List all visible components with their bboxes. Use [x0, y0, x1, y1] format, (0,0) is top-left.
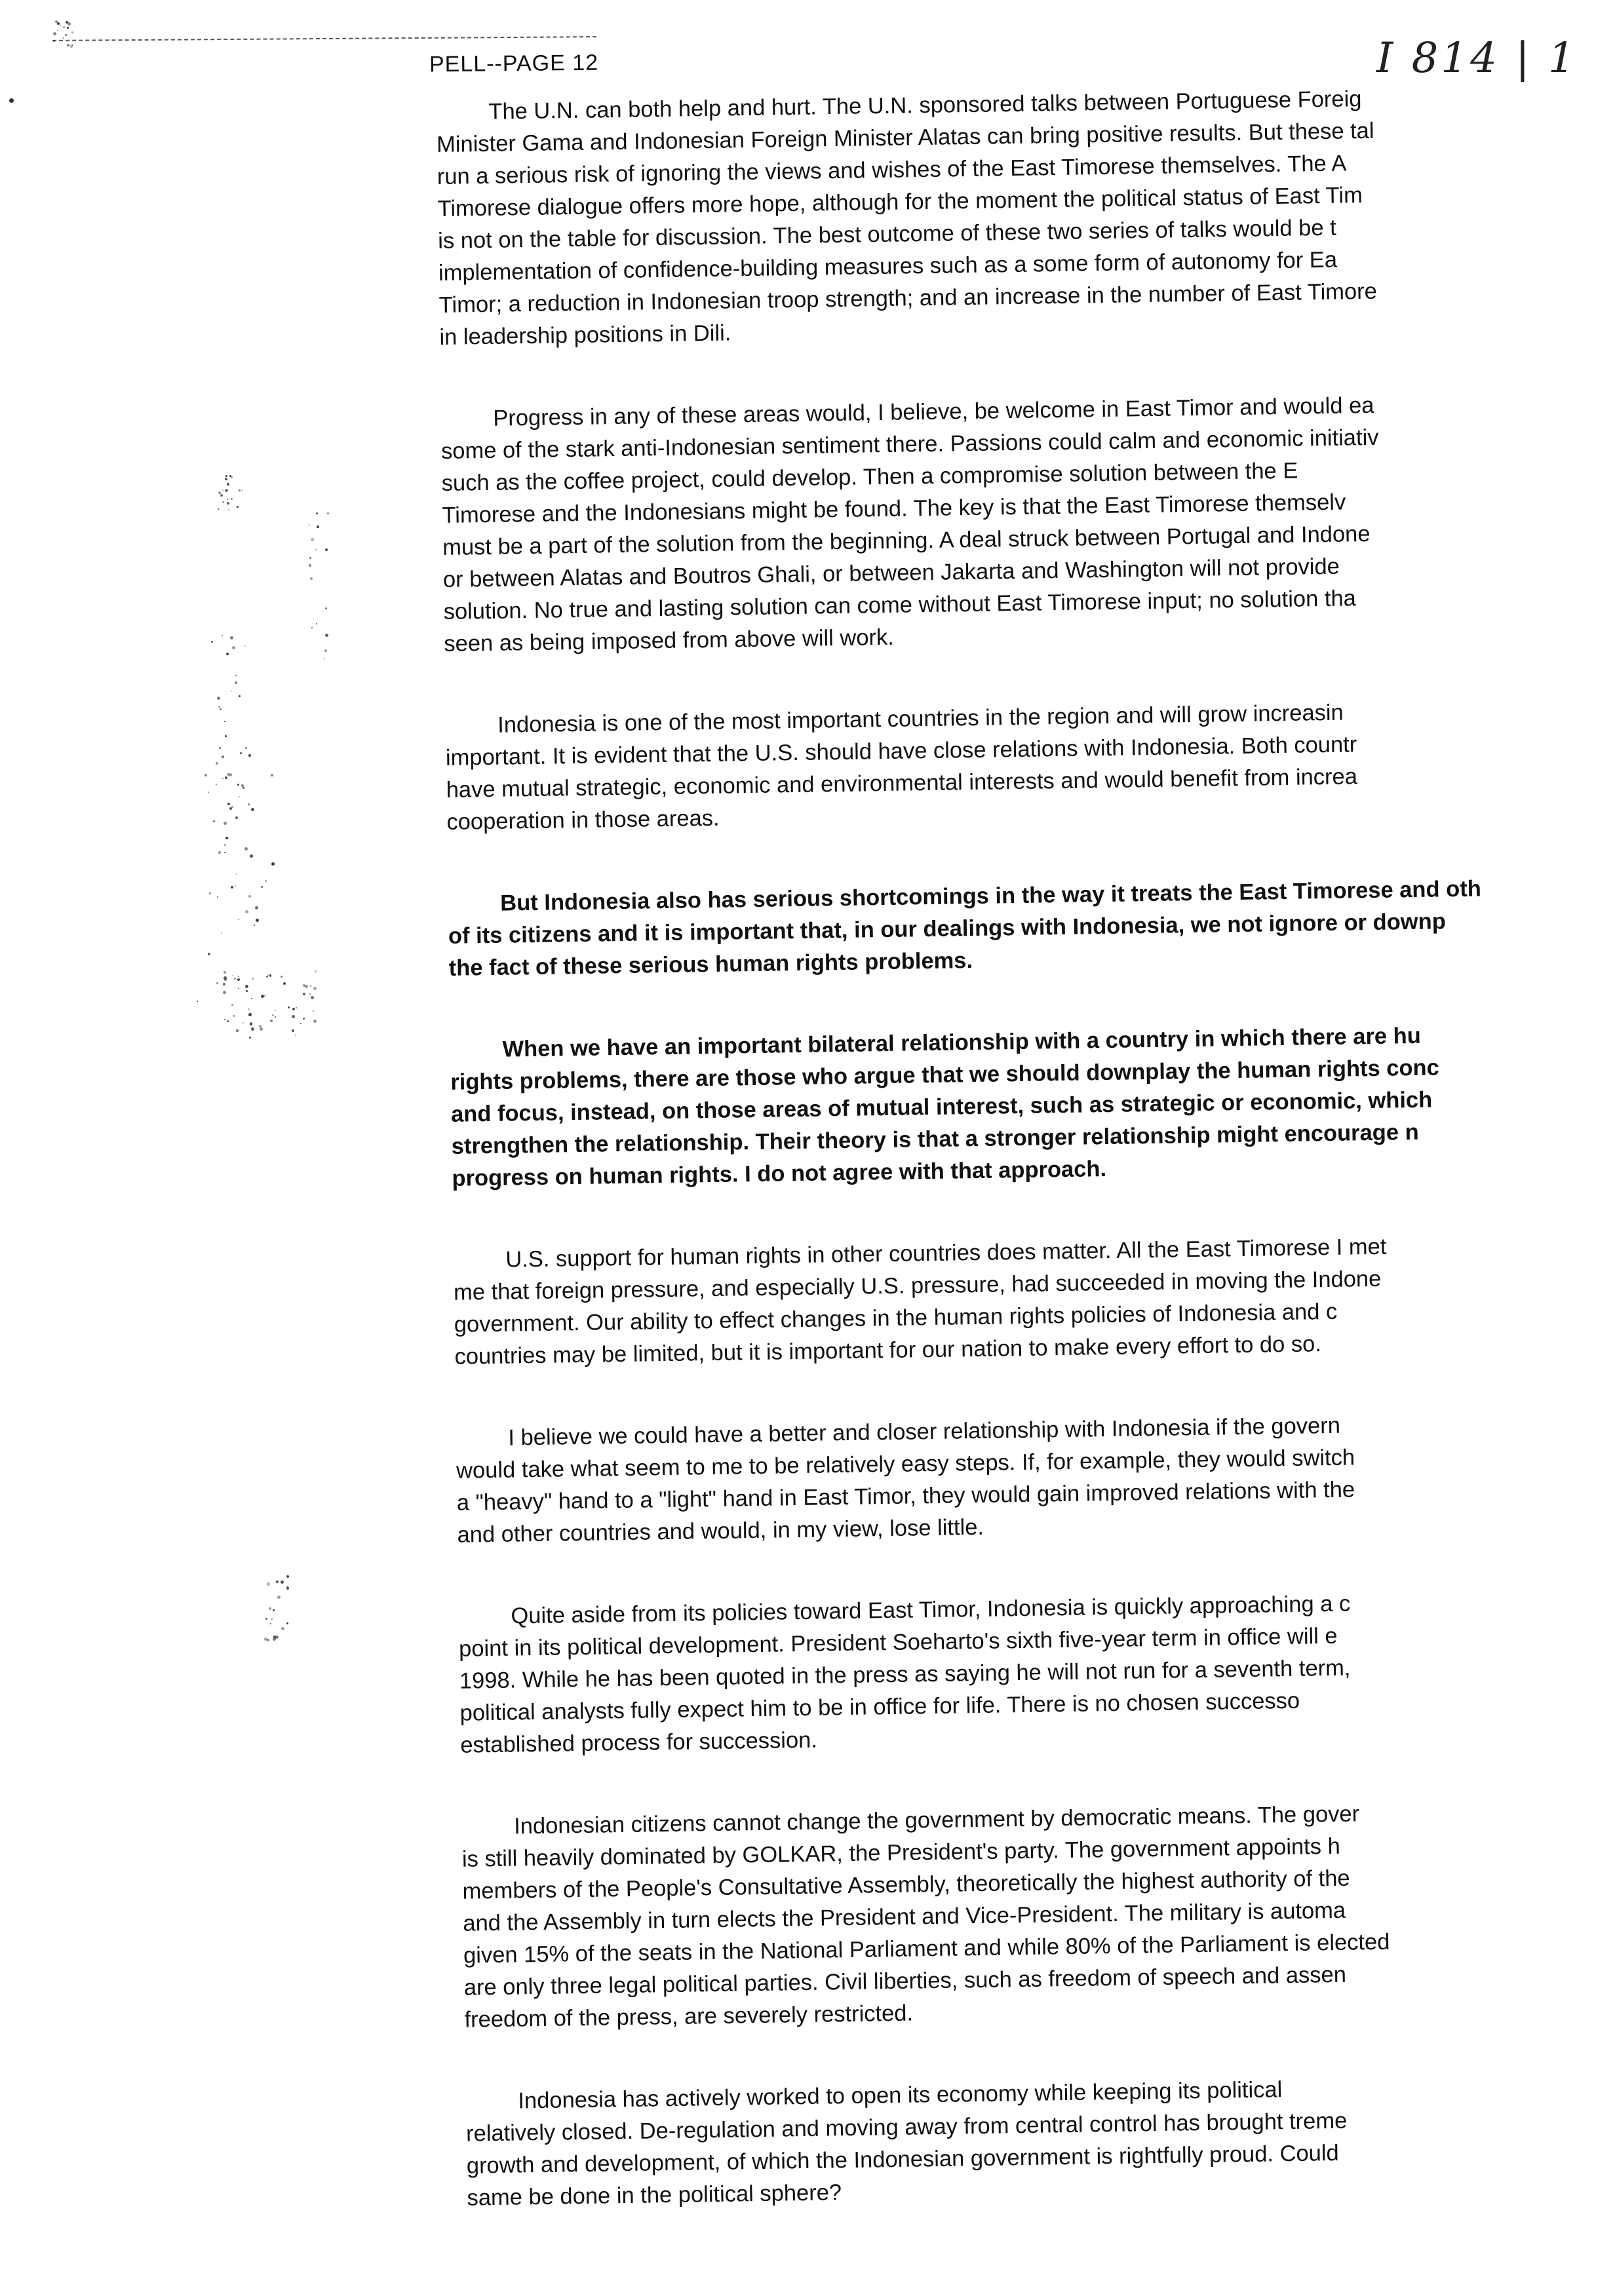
text-line: is not on the table for discussion. The best outcome of these two series of talks would be t	[437, 215, 1336, 254]
scan-speck	[288, 1006, 290, 1008]
scan-speck	[218, 491, 221, 494]
scan-speck	[235, 681, 237, 684]
scan-speck	[239, 490, 241, 491]
scan-speck	[265, 1618, 267, 1620]
scan-speck	[296, 1007, 297, 1008]
scan-speck	[231, 691, 232, 692]
text-line: U.S. support for human rights in other countries does matter. All the East Timorese I met	[505, 1234, 1387, 1272]
text-line: Progress in any of these areas would, I believe, be welcome in East Timor and would ea	[493, 392, 1374, 431]
scan-speck	[222, 635, 223, 636]
scan-speck	[217, 697, 220, 700]
scan-speck	[204, 774, 207, 776]
scan-speck	[317, 526, 319, 528]
scan-speck	[225, 776, 227, 779]
scan-speck	[261, 995, 264, 998]
text-line: implementation of confidence-building measures such as a some form of autonomy for Ea	[438, 247, 1338, 286]
scan-speck	[235, 816, 238, 819]
scan-speck	[224, 852, 225, 853]
scan-speck	[269, 1607, 271, 1610]
scan-speck	[208, 792, 209, 793]
scan-speck	[227, 803, 230, 805]
scan-speck	[67, 27, 69, 29]
scan-speck	[259, 1025, 262, 1027]
scan-speck	[305, 985, 308, 988]
scan-speck	[248, 1013, 252, 1016]
scan-speck	[231, 498, 233, 500]
text-line: or between Alatas and Boutros Ghali, or between Jakarta and Washington will not provide	[442, 554, 1340, 592]
scan-speck	[250, 854, 253, 858]
scan-speck	[209, 892, 211, 894]
scan-speck	[232, 975, 233, 976]
text-line: seen as being imposed from above will work.	[444, 624, 895, 657]
scan-speck	[233, 1015, 235, 1017]
scan-speck	[63, 26, 65, 28]
text-line: Indonesian citizens cannot change the government by democratic means. The gover	[513, 1801, 1360, 1839]
scan-speck	[325, 548, 328, 551]
scan-speck	[248, 754, 251, 757]
document-id-handwritten: I 814 | 1	[1376, 34, 1578, 83]
scan-speck	[327, 512, 329, 514]
scan-speck	[232, 646, 235, 649]
scan-speck	[267, 1582, 270, 1586]
scan-speck	[225, 478, 227, 480]
scan-speck	[239, 796, 240, 797]
scan-speck	[9, 98, 14, 103]
scan-speck	[223, 983, 225, 985]
scan-speck	[316, 512, 318, 514]
scan-speck	[216, 982, 218, 984]
scan-speck	[221, 932, 222, 934]
scan-speck	[230, 636, 233, 640]
scan-speck	[267, 974, 269, 976]
text-line: political analysts fully expect him to be in office for life. There is no chosen successo	[459, 1688, 1300, 1726]
scan-speck	[224, 844, 226, 846]
scan-speck	[227, 499, 228, 500]
text-line: established process for succession.	[460, 1727, 818, 1758]
scan-speck	[324, 658, 325, 659]
scan-speck	[71, 31, 73, 33]
scan-speck	[283, 982, 286, 985]
scan-speck	[227, 483, 229, 486]
text-line: When we have an important bilateral relationship with a country in which there are hu	[502, 1023, 1422, 1062]
scan-speck	[224, 721, 225, 722]
scan-speck	[309, 993, 311, 995]
scan-speck	[256, 919, 259, 922]
scan-speck	[245, 747, 247, 749]
scan-speck	[250, 1023, 252, 1025]
scan-speck	[223, 991, 226, 994]
scan-speck	[313, 987, 317, 990]
scan-speck	[224, 978, 227, 981]
scan-speck	[309, 564, 311, 567]
scan-speck	[248, 803, 250, 805]
scan-speck	[264, 1637, 267, 1641]
scan-speck	[275, 1016, 276, 1018]
scan-speck	[252, 978, 254, 980]
scan-speck	[275, 1010, 276, 1011]
scan-speck	[55, 20, 58, 23]
paragraph	[445, 693, 1615, 839]
text-line: me that foreign pressure, and especially U.S. pressure, had succeeded in moving the Indone	[453, 1266, 1382, 1305]
text-line: run a serious risk of ignoring the views and wishes of the East Timorese themselves. The A	[437, 151, 1347, 189]
text-line: Indonesia has actively worked to open its economy while keeping its political	[518, 2077, 1283, 2114]
scan-speck	[292, 1029, 294, 1032]
scan-speck	[218, 508, 219, 510]
scan-speck	[239, 695, 241, 697]
scan-speck	[220, 494, 223, 497]
text-line: and other countries and would, in my view, lose little.	[457, 1514, 984, 1548]
scan-speck	[236, 1029, 239, 1032]
scan-speck	[281, 1627, 284, 1630]
text-line: are only three legal political parties. Civil liberties, such as freedom of speech and assen	[463, 1962, 1347, 2000]
scan-speck	[57, 29, 58, 31]
text-line: given 15% of the seats in the National Parliament and while 80% of the Parliament is elected	[463, 1929, 1390, 1968]
scan-speck	[325, 634, 328, 637]
text-line: the fact of these serious human rights problems.	[448, 947, 973, 981]
scan-speck	[275, 1636, 279, 1639]
scan-speck	[237, 784, 239, 786]
page-header: PELL--PAGE 12	[429, 50, 599, 77]
scan-speck	[277, 1596, 281, 1599]
scan-speck	[271, 774, 273, 776]
scan-speck	[216, 784, 217, 785]
scan-speck	[70, 45, 73, 48]
scan-speck	[309, 557, 311, 559]
scan-speck	[219, 747, 221, 749]
text-line: of its citizens and it is important that, in our dealings with Indonesia, we not ignore or downp	[448, 909, 1447, 949]
text-line: have mutual strategic, economic and environmental interests and would benefit from increa	[446, 764, 1358, 803]
scan-speck	[263, 995, 265, 997]
scan-speck	[237, 978, 240, 981]
scan-speck	[229, 807, 232, 810]
scan-speck	[300, 1023, 302, 1024]
scan-speck	[240, 752, 242, 754]
scan-speck	[267, 1639, 269, 1641]
scan-speck	[251, 998, 252, 999]
text-line: Quite aside from its policies toward East Timor, Indonesia is quickly approaching a c	[511, 1591, 1351, 1629]
scan-speck	[246, 990, 248, 992]
scan-speck	[292, 1015, 295, 1018]
text-line: progress on human rights. I do not agree with that approach.	[452, 1157, 1107, 1191]
scan-speck	[270, 1020, 273, 1022]
scan-speck	[71, 44, 73, 46]
text-line: members of the People's Consultative Assembly, theoretically the highest authority of the	[462, 1866, 1350, 1904]
scan-speck	[235, 885, 236, 887]
scan-speck	[235, 675, 237, 676]
scan-speck	[242, 489, 243, 491]
paragraph	[450, 1017, 1615, 1195]
scan-speck	[325, 607, 327, 609]
scan-speck	[244, 847, 248, 851]
paragraph	[461, 1794, 1615, 2037]
scan-speck	[316, 623, 317, 624]
scan-speck	[270, 1623, 271, 1624]
scan-speck	[218, 706, 220, 708]
scan-speck	[211, 641, 213, 643]
scan-speck	[273, 1609, 275, 1611]
scan-speck	[239, 489, 241, 491]
scan-speck	[303, 1018, 305, 1020]
scan-speck	[231, 476, 233, 478]
scan-speck	[224, 1019, 225, 1020]
scan-speck	[324, 649, 327, 652]
text-line: point in its political development. President Soeharto's sixth five-year term in office will e	[458, 1623, 1338, 1662]
scan-speck	[266, 976, 268, 978]
text-line: same be done in the political sphere?	[467, 2180, 842, 2211]
scan-speck	[286, 1587, 289, 1590]
scan-speck	[309, 524, 310, 526]
text-line: growth and development, of which the Indonesian government is rightfully proud. Could	[466, 2140, 1339, 2179]
scan-speck	[255, 906, 258, 909]
scan-speck	[228, 509, 229, 510]
scan-speck	[224, 822, 227, 825]
document-body	[436, 79, 1615, 2264]
scan-speck	[224, 971, 226, 974]
scan-speck	[261, 886, 263, 888]
text-line: is still heavily dominated by GOLKAR, the President's party. The government appoints h	[461, 1833, 1341, 1872]
text-line: solution. No true and lasting solution can come without East Timorese input; no solution tha	[443, 586, 1357, 624]
text-line: some of the stark anti-Indonesian sentiment there. Passions could calm and economic initiativ	[440, 425, 1379, 464]
paragraph	[440, 386, 1615, 660]
text-line: cooperation in those areas.	[446, 805, 720, 835]
text-line: in leadership positions in Dili.	[439, 320, 731, 350]
scan-speck	[281, 976, 282, 978]
scan-speck	[57, 22, 60, 25]
text-line: and focus, instead, on those areas of mutual interest, such as strategic or economic, which	[450, 1087, 1433, 1127]
scan-speck	[286, 1622, 288, 1624]
scan-speck	[216, 762, 218, 765]
scan-speck	[213, 820, 215, 822]
text-line: I believe we could have a better and closer relationship with Indonesia if the govern	[508, 1413, 1341, 1451]
scan-speck	[222, 489, 224, 491]
scan-speck	[310, 577, 313, 580]
text-line: relatively closed. De-regulation and moving away from central control has brought treme	[465, 2108, 1348, 2147]
text-line: and the Assembly in turn elects the President and Vice-President. The military is automa	[463, 1898, 1346, 1936]
text-line: countries may be limited, but it is important for our nation to make every effort to do so.	[454, 1331, 1322, 1369]
scan-speck	[248, 1008, 250, 1010]
scan-speck	[231, 886, 233, 889]
scan-speck	[313, 1020, 317, 1023]
scan-speck	[222, 501, 224, 503]
scan-speck	[67, 44, 69, 47]
scan-speck	[229, 773, 232, 776]
scan-speck	[208, 953, 210, 955]
scan-speck	[222, 778, 224, 779]
text-line: important. It is evident that the U.S. should have close relations with Indonesia. Both countr	[445, 732, 1357, 771]
text-line: 1998. While he has been quoted in the press as saying he will not run for a seventh term,	[459, 1655, 1351, 1694]
scan-speck	[311, 538, 314, 541]
scan-speck	[315, 549, 317, 550]
scan-speck	[246, 985, 248, 987]
scan-speck	[244, 645, 246, 647]
scan-speck	[229, 475, 231, 477]
scan-speck	[273, 1637, 276, 1641]
scan-speck	[269, 975, 271, 977]
scan-speck	[53, 32, 56, 35]
scan-speck	[245, 985, 248, 988]
header-rule	[52, 36, 596, 41]
text-line: a "heavy" hand to a "light" hand in East Timor, they would gain improved relations with the	[456, 1477, 1355, 1516]
scan-speck	[237, 506, 239, 508]
scan-speck	[218, 851, 221, 854]
text-line: Timorese and the Indonesians might be found. The key is that the East Timorese themselv	[442, 489, 1346, 528]
text-line: But Indonesia also has serious shortcomings in the way it treats the East Timorese and oth	[499, 876, 1482, 916]
scan-speck	[68, 22, 71, 26]
scan-speck	[248, 895, 251, 898]
scan-speck	[286, 1586, 288, 1588]
scan-speck	[303, 993, 305, 995]
scan-speck	[271, 1618, 273, 1620]
scan-speck	[227, 773, 229, 776]
scan-speck	[241, 784, 244, 787]
scan-speck	[220, 708, 222, 710]
scan-speck	[225, 735, 227, 737]
scan-speck	[313, 1010, 314, 1012]
scan-speck	[227, 502, 229, 505]
text-line: government. Our ability to effect changes in the human rights policies of Indonesia and c	[454, 1299, 1338, 1337]
scan-speck	[227, 1020, 229, 1022]
scan-speck	[251, 808, 254, 811]
scan-speck	[315, 970, 317, 972]
scan-speck	[243, 787, 244, 789]
scan-speck	[65, 34, 67, 36]
text-line: would take what seem to me to be relatively easy steps. If, for example, they would switch	[456, 1445, 1355, 1483]
scan-speck	[250, 1022, 252, 1025]
scan-speck	[249, 1037, 251, 1039]
scan-speck	[273, 1636, 276, 1638]
text-line: Timor; a reduction in Indonesian troop strength; and an increase in the number of East Timore	[438, 278, 1378, 318]
scan-speck	[281, 1580, 284, 1584]
scan-speck	[217, 896, 218, 898]
scan-speck	[224, 976, 227, 980]
scan-speck	[231, 1004, 233, 1006]
scan-speck	[295, 1035, 296, 1036]
scan-speck	[225, 837, 228, 839]
scan-speck	[272, 1014, 274, 1016]
scan-speck	[311, 627, 313, 628]
text-line: must be a part of the solution from the beginning. A deal struck between Portugal and Indone	[442, 521, 1371, 560]
scan-speck	[231, 806, 233, 808]
text-line: Minister Gama and Indonesian Foreign Minister Alatas can bring positive results. But these tal	[436, 118, 1374, 157]
scan-speck	[310, 985, 311, 987]
text-line: freedom of the press, are severely restricted.	[464, 2000, 914, 2033]
scan-speck	[311, 996, 314, 999]
scan-speck	[225, 475, 227, 477]
scan-speck	[197, 1001, 198, 1002]
paragraph	[458, 1584, 1615, 1762]
scan-speck	[243, 1022, 244, 1024]
scan-speck	[63, 37, 64, 39]
paragraph	[456, 1406, 1615, 1552]
scan-speck	[271, 862, 275, 866]
paragraph	[465, 2069, 1615, 2215]
scan-speck	[225, 489, 228, 492]
scan-speck	[238, 976, 239, 977]
scan-speck	[245, 910, 248, 913]
scan-speck	[265, 880, 267, 882]
text-line: The U.N. can both help and hurt. The U.N. sponsored talks between Portuguese Foreig	[488, 86, 1362, 124]
scan-speck	[260, 1027, 263, 1031]
scan-speck	[238, 988, 239, 989]
scan-speck	[236, 873, 237, 875]
scan-speck	[303, 984, 305, 987]
paragraph	[453, 1227, 1615, 1373]
scan-speck	[254, 925, 255, 926]
scan-speck	[292, 1008, 295, 1010]
scan-speck	[251, 1027, 254, 1031]
text-line: Timorese dialogue offers more hope, although for the moment the political status of East Tim	[437, 183, 1363, 221]
scan-speck	[238, 919, 239, 920]
text-line: such as the coffee project, could develop. Then a compromise solution between the E	[441, 458, 1298, 496]
scan-speck	[269, 974, 271, 976]
text-line: rights problems, there are those who argue that we should downplay the human rights conc	[450, 1055, 1440, 1095]
scan-speck	[276, 1580, 279, 1583]
text-line: Indonesia is one of the most important countries in the region and will grow increasin	[497, 700, 1344, 738]
paragraph	[436, 79, 1613, 354]
scan-speck	[286, 1575, 289, 1578]
scan-speck	[60, 25, 61, 26]
scan-speck	[222, 756, 224, 758]
paragraph	[448, 871, 1615, 985]
text-line: strengthen the relationship. Their theory is that a stronger relationship might encourage n	[451, 1119, 1419, 1159]
scan-speck	[226, 653, 229, 655]
scan-speck	[66, 21, 68, 24]
scan-speck	[234, 978, 236, 980]
